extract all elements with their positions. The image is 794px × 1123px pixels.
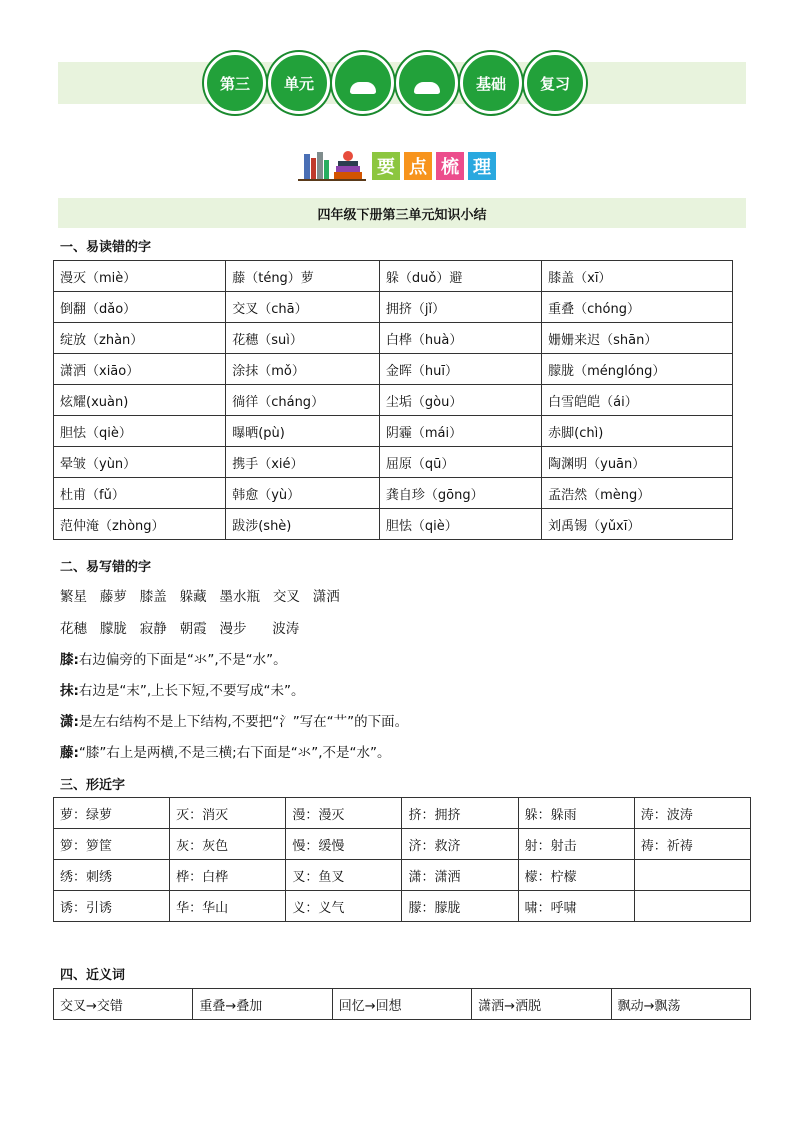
table-cell: 绽放（zhàn） — [54, 323, 226, 354]
table-row — [54, 798, 751, 829]
word-line-1: 繁星 藤萝 膝盖 躲藏 墨水瓶 交叉 潇洒 — [60, 589, 340, 605]
table-row — [54, 261, 733, 292]
header-circle-6: 复习 — [524, 52, 586, 114]
table-cell: 潇：潇洒 — [402, 860, 518, 891]
table-row — [54, 447, 733, 478]
table-cell: 桦：白桦 — [170, 860, 286, 891]
table-cell: 义：义气 — [286, 891, 402, 922]
table-cell: 拥挤（jǐ） — [379, 292, 541, 323]
table-row — [54, 292, 733, 323]
table-cell: 孟浩然（mèng） — [542, 478, 733, 509]
table-cell: 晕皱（yùn） — [54, 447, 226, 478]
table-row — [54, 323, 733, 354]
section3-heading: 三、形近字 — [60, 778, 126, 793]
table-cell: 漫：漫灭 — [286, 798, 402, 829]
table-cell: 赤脚(chì) — [542, 416, 733, 447]
table-cell: 射：射击 — [518, 829, 634, 860]
table-cell: 屈原（qū） — [379, 447, 541, 478]
table-cell: 龚自珍（gōng） — [379, 478, 541, 509]
section1-heading: 一、易读错的字 — [60, 240, 152, 255]
table-cell: 藤（téng）萝 — [226, 261, 380, 292]
books-icon — [296, 146, 368, 182]
similar-chars-table — [53, 797, 751, 922]
table-cell: 叉：鱼叉 — [286, 860, 402, 891]
note-key: 藤: — [60, 745, 79, 761]
table-row — [54, 509, 733, 540]
title-tag-2: 点 — [404, 152, 432, 180]
table-cell: 绣：刺绣 — [54, 860, 170, 891]
title-tag-1: 要 — [372, 152, 400, 180]
table-cell: 朦胧（ménglóng） — [542, 354, 733, 385]
note-key: 膝: — [60, 652, 79, 668]
table-cell: 跋涉(shè) — [226, 509, 380, 540]
table-cell: 姗姗来迟（shān） — [542, 323, 733, 354]
note-3 — [60, 710, 408, 730]
table-cell: 韩愈（yù） — [226, 478, 380, 509]
cloud-icon — [350, 82, 376, 94]
table-row — [54, 829, 751, 860]
word-line-2: 花穗 朦胧 寂静 朝霞 漫步 波涛 — [60, 621, 300, 637]
table-cell: 漫灭（miè） — [54, 261, 226, 292]
cloud-icon — [414, 82, 440, 94]
table-cell: 重叠→叠加 — [193, 989, 332, 1020]
section4-heading: 四、近义词 — [60, 968, 126, 983]
table-cell: 阴霾（mái） — [379, 416, 541, 447]
table-row — [54, 478, 733, 509]
section2-heading: 二、易写错的字 — [60, 560, 152, 575]
table-cell: 陶渊明（yuān） — [542, 447, 733, 478]
table-cell: 回忆→回想 — [332, 989, 471, 1020]
table-cell: 躲：躲雨 — [518, 798, 634, 829]
table-cell: 萝：绿萝 — [54, 798, 170, 829]
subtitle: 四年级下册第三单元知识小结 — [58, 198, 746, 228]
note-text: 右边是“末”,上长下短,不要写成“未”。 — [78, 683, 305, 699]
table-cell: 灰：灰色 — [170, 829, 286, 860]
table-cell: 重叠（chóng） — [542, 292, 733, 323]
table-row — [54, 385, 733, 416]
table-cell: 徜徉（cháng） — [226, 385, 380, 416]
note-text: 是左右结构不是上下结构,不要把“氵”写在“艹”的下面。 — [78, 714, 409, 730]
section-title — [296, 146, 506, 182]
table-cell: 诱：引诱 — [54, 891, 170, 922]
title-tag-3: 梳 — [436, 152, 464, 180]
table-cell: 慢：缓慢 — [286, 829, 402, 860]
note-4 — [60, 741, 391, 761]
note-key: 潇: — [60, 714, 79, 730]
table-cell: 灭：消灭 — [170, 798, 286, 829]
title-tag-4: 理 — [468, 152, 496, 180]
table-cell: 携手（xié） — [226, 447, 380, 478]
table-row — [54, 860, 751, 891]
note-2 — [60, 679, 304, 699]
header-circle-4 — [396, 52, 458, 114]
table-cell: 朦：朦胧 — [402, 891, 518, 922]
table-cell: 交叉（chā） — [226, 292, 380, 323]
table-cell: 躲（duǒ）避 — [379, 261, 541, 292]
header-circle-3 — [332, 52, 394, 114]
table-cell: 交叉→交错 — [54, 989, 193, 1020]
table-cell: 胆怯（qiè） — [54, 416, 226, 447]
easy-misread-table — [53, 260, 733, 540]
table-cell — [634, 860, 750, 891]
table-cell: 潇洒（xiāo） — [54, 354, 226, 385]
note-text: 右边偏旁的下面是“氺”,不是“水”。 — [78, 652, 287, 668]
table-cell: 华：华山 — [170, 891, 286, 922]
table-cell: 金晖（huī） — [379, 354, 541, 385]
table-cell: 曝晒(pù) — [226, 416, 380, 447]
table-cell: 啸：呼啸 — [518, 891, 634, 922]
table-cell: 尘垢（gòu） — [379, 385, 541, 416]
table-cell: 济：救济 — [402, 829, 518, 860]
header-circle-5: 基础 — [460, 52, 522, 114]
synonyms-table — [53, 988, 751, 1020]
table-cell: 刘禹锡（yǔxī） — [542, 509, 733, 540]
table-cell: 箩：箩筐 — [54, 829, 170, 860]
table-cell: 杜甫（fǔ） — [54, 478, 226, 509]
table-cell: 涂抹（mǒ） — [226, 354, 380, 385]
table-cell: 檬：柠檬 — [518, 860, 634, 891]
table-cell: 炫耀(xuàn) — [54, 385, 226, 416]
header-circle-2: 单元 — [268, 52, 330, 114]
note-key: 抹: — [60, 683, 79, 699]
table-cell — [634, 891, 750, 922]
table-cell: 胆怯（qiè） — [379, 509, 541, 540]
note-1 — [60, 648, 287, 668]
table-cell: 祷：祈祷 — [634, 829, 750, 860]
table-cell: 倒翻（dǎo） — [54, 292, 226, 323]
table-cell: 白桦（huà） — [379, 323, 541, 354]
table-row — [54, 416, 733, 447]
table-cell: 范仲淹（zhòng） — [54, 509, 226, 540]
table-cell: 白雪皑皑（ái） — [542, 385, 733, 416]
table-cell: 飘动→飘荡 — [611, 989, 750, 1020]
note-text: “膝”右上是两横,不是三横;右下面是“氺”,不是“水”。 — [78, 745, 391, 761]
table-cell: 膝盖（xī） — [542, 261, 733, 292]
table-cell: 涛：波涛 — [634, 798, 750, 829]
header-circle-1: 第三 — [204, 52, 266, 114]
table-row — [54, 989, 751, 1020]
table-cell: 花穗（suì） — [226, 323, 380, 354]
table-cell: 潇洒→洒脱 — [472, 989, 611, 1020]
table-row — [54, 354, 733, 385]
table-row — [54, 891, 751, 922]
table-cell: 挤：拥挤 — [402, 798, 518, 829]
